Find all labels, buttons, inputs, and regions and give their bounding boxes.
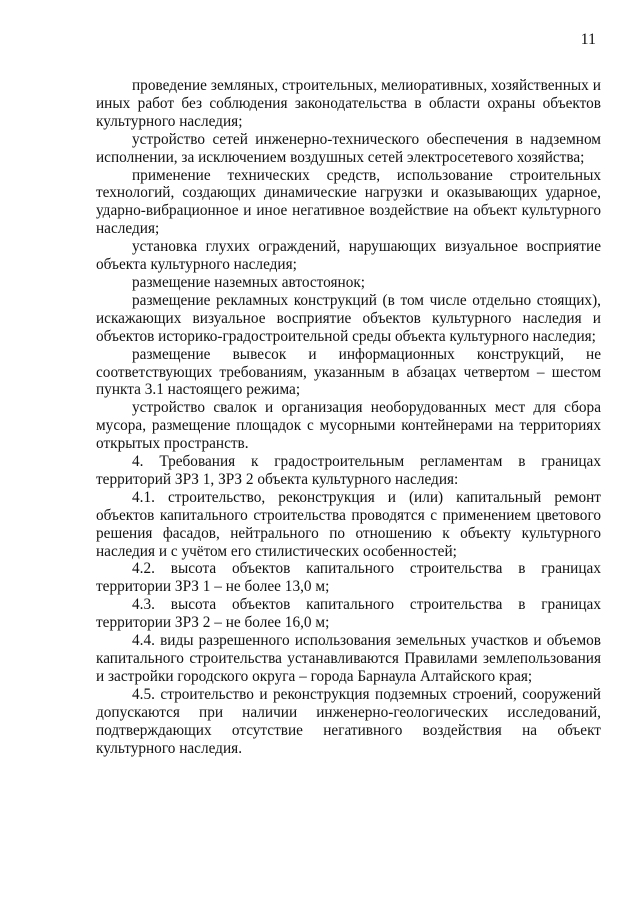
list-item: 4.4. виды разрешенного использования земельных участков и объемов капитального строительства устанавливаются Правилами землепользования и застройки городского округа – города Барнаула Алтайского края; — [96, 632, 601, 685]
paragraph: устройство свалок и организация необорудованных мест для сбора мусора, размещение площадок с мусорными контейнерами на территориях открытых пространств. — [96, 399, 601, 453]
paragraph: размещение рекламных конструкций (в том числе отдельно стоящих), искажающих визуальное восприятие объектов культурного наследия и объектов историко-градостроительной среды объекта культурного наследия; — [96, 291, 601, 345]
section-heading: 4. Требования к градостроительным регламентам в границах территорий ЗРЗ 1, ЗРЗ 2 объекта культурного наследия: — [96, 453, 601, 488]
list-item: 4.3. высота объектов капитального строительства в границах территории ЗРЗ 2 – не более 16,0 м; — [96, 596, 601, 632]
page-number: 11 — [580, 31, 596, 48]
paragraph: устройство сетей инженерно-технического обеспечения в надземном исполнении, за исключением воздушных сетей электросетевого хозяйства; — [96, 130, 601, 166]
list-item: 4.1. строительство, реконструкция и (или) капитальный ремонт объектов капитального строительства проводятся с применением цветового решения фасадов, нейтрального по отношению к объекту культурного наследия и с учётом его стилистических особенностей; — [96, 488, 601, 560]
list-item: 4.2. высота объектов капитального строительства в границах территории ЗРЗ 1 – не более 13,0 м; — [96, 560, 601, 596]
paragraph: размещение вывесок и информационных конструкций, не соответствующих требованиям, указанным в абзацах четвертом – шестом пункта 3.1 настоящего режима; — [96, 345, 601, 399]
list-item: 4.5. строительство и реконструкция подземных строений, сооружений допускаются при наличии инженерно-геологических исследований, подтверждающих отсутствие негативного воздействия на объект культурного наследия. — [96, 685, 601, 757]
paragraph: установка глухих ограждений, нарушающих визуальное восприятие объекта культурного наследия; — [96, 238, 601, 274]
paragraph: размещение наземных автостоянок; — [132, 273, 366, 291]
document-body — [96, 77, 601, 757]
paragraph: применение технических средств, использование строительных технологий, создающих динамические нагрузки и оказывающих ударное, ударно-вибрационное и иное негативное воздействие на объект культурного наследия; — [96, 166, 601, 238]
paragraph: проведение земляных, строительных, мелиоративных, хозяйственных и иных работ без соблюдения законодательства в области охраны объектов культурного наследия; — [96, 77, 601, 130]
